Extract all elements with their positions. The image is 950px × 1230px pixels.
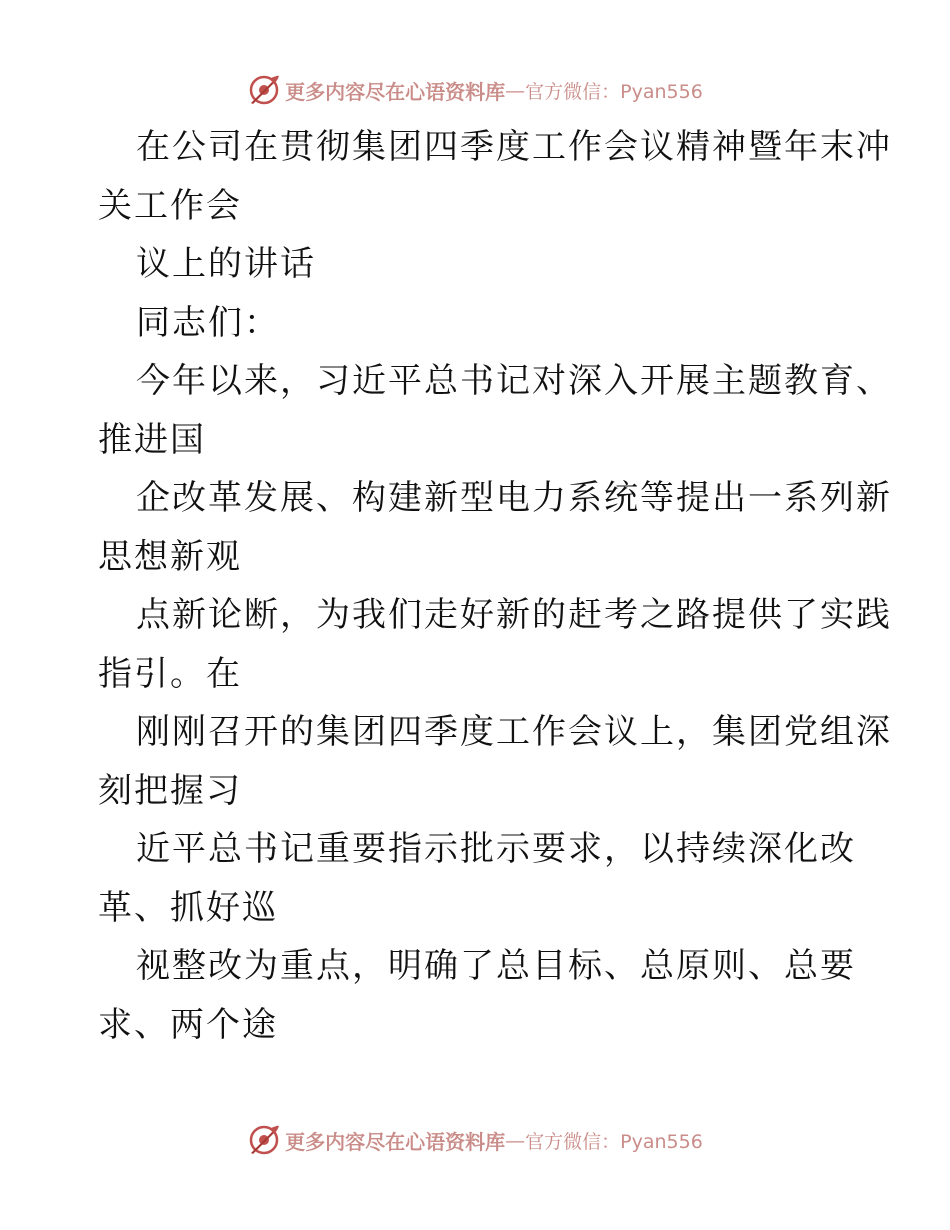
body-line: 在公司在贯彻集团四季度工作会议精神暨年末冲 (136, 127, 892, 167)
body-line: 今年以来，习近平总书记对深入开展主题教育、 (136, 361, 892, 401)
banner-main-text: 更多内容尽在心语资料库 (285, 79, 506, 104)
quill-logo-icon (247, 73, 281, 107)
document-body (98, 118, 892, 1054)
footer-banner (0, 1120, 950, 1160)
banner-main-text: 更多内容尽在心语资料库 (285, 1129, 506, 1154)
quill-logo-icon (247, 1123, 281, 1157)
body-line: 关工作会 (98, 185, 242, 226)
body-line: 求、两个途 (98, 1004, 278, 1045)
banner-contact-text: 官方微信：Pyan556 (525, 1130, 703, 1153)
banner-separator: — (505, 1128, 526, 1152)
body-line: 点新论断，为我们走好新的赶考之路提供了实践 (136, 595, 892, 635)
header-banner (0, 70, 950, 110)
body-line: 议上的讲话 (136, 244, 316, 284)
banner-separator: — (505, 78, 526, 102)
body-line: 思想新观 (98, 536, 242, 577)
banner-contact-text: 官方微信：Pyan556 (525, 80, 703, 103)
body-line: 近平总书记重要指示批示要求，以持续深化改 (136, 829, 856, 869)
body-line: 企改革发展、构建新型电力系统等提出一系列新 (136, 478, 892, 518)
body-line: 刚刚召开的集团四季度工作会议上，集团党组深 (136, 712, 892, 752)
body-line: 革、抓好巡 (98, 887, 278, 928)
body-line: 刻把握习 (98, 770, 242, 811)
body-line: 推进国 (98, 419, 206, 460)
body-line: 视整改为重点，明确了总目标、总原则、总要 (136, 946, 856, 986)
body-line: 同志们： (136, 302, 280, 343)
body-line: 指引。在 (98, 653, 242, 694)
